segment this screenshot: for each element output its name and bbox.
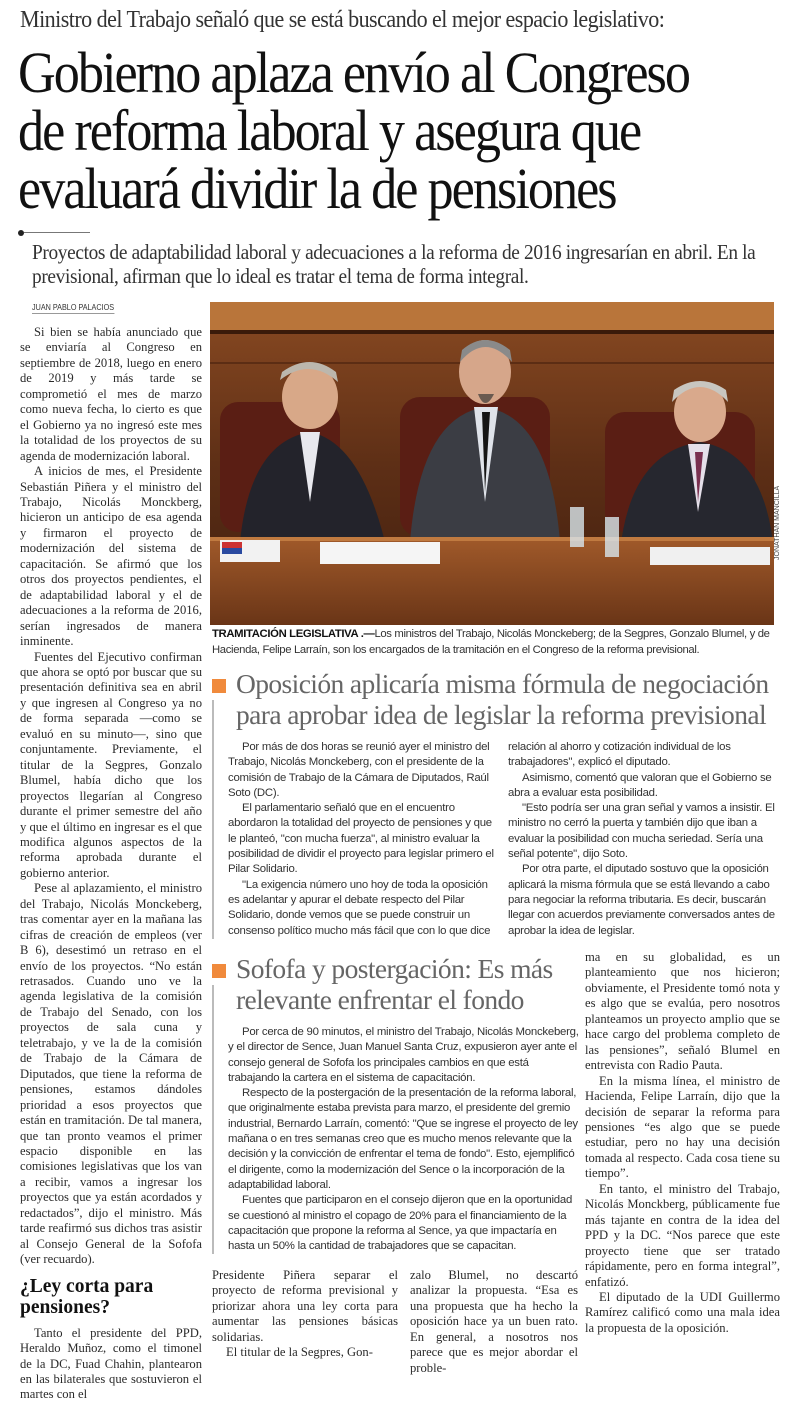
box1-title	[212, 668, 780, 730]
paragraph: "Esto podría ser una gran señal y vamos a insistir. El ministro no cerró la puerta y también dijo que iban a evaluar la posibilidad con mucha seriedad. Sería una señal potente", dijo Soto.	[508, 802, 775, 861]
kicker: Ministro del Trabajo señaló que se está buscando el mejor espacio legislativo:	[20, 6, 665, 33]
news-photo	[210, 302, 774, 625]
section-bar	[212, 985, 214, 1254]
rule-dot	[18, 230, 24, 236]
paragraph: zalo Blumel, no descartó analizar la propuesta. “Esa es una propuesta que ha hecho la oposición hace ya un buen rato. En general, a nosotros nos parece que es mejor abordar el proble-	[410, 1268, 578, 1375]
caption-text: Los ministros del Trabajo, Nicolás Monckeberg; de la Segpres, Gonzalo Blumel, y de Hacienda, Felipe Larraín, son los encargados de la tramitación en el Congreso de la reforma previsional.	[212, 628, 770, 656]
paragraph: Si bien se había anunciado que se enviaría al Congreso en septiembre de 2018, luego en enero de 2019 y más tarde se comprometió el mes de marzo como nueva fecha, lo cierto es que el Gobierno ya no ingresó este mes la totalidad de los proyectos de su agenda de modernización laboral.	[20, 325, 202, 463]
paragraph: El diputado de la UDI Guillermo Ramírez calificó como una mala idea la propuesta de la oposición.	[585, 1289, 780, 1335]
box2-body	[228, 1025, 580, 1254]
paragraph: Presidente Piñera separar el proyecto de reforma previsional y priorizar ahora una ley corta para aumentar las pensiones básicas solidarias.	[212, 1268, 398, 1344]
box1-title-line: para aprobar idea de legislar la reforma previsional	[236, 699, 766, 730]
headline	[18, 40, 790, 221]
main-body	[20, 325, 202, 1268]
section-bar	[212, 700, 214, 939]
box1-body	[228, 740, 778, 939]
paragraph: En la misma línea, el ministro de Hacienda, Felipe Larraín, dijo que la decisión de separar la reforma para pensiones “es algo que se puede estudiar, pero no hay una decisión tomada al respecto. Cada cosa tiene su tiempo”.	[585, 1073, 780, 1181]
caption-label: TRAMITACIÓN LEGISLATIVA .—	[212, 628, 375, 640]
box2-title-line: relevante enfrentar el fondo	[236, 984, 524, 1015]
box2-title	[212, 953, 582, 1015]
paragraph: El titular de la Segpres, Gon-	[226, 1345, 373, 1360]
subsection-col-c	[410, 1268, 578, 1376]
box1-title-line: Oposición aplicaría misma fórmula de negociación	[236, 668, 769, 699]
subsection-col-a	[20, 1326, 202, 1403]
subsection-title: ¿Ley corta para pensiones?	[20, 1275, 154, 1318]
paragraph: El parlamentario señaló que en el encuentro abordaron la totalidad del proyecto de pensiones y que le planteó, "con mucha fuerza", al ministro evaluar la posibilidad de dividir el proyecto para legislar primero el Pilar Solidario.	[228, 802, 494, 876]
paragraph: Por otra parte, el diputado sostuvo que la oposición aplicará la misma fórmula que se está llevando a cabo para negociar la reforma tributaria. Es decir, buscarán llegar con acuerdos previamente conversados antes de aprobar la idea de legislar.	[508, 863, 775, 937]
headline-line: de reforma laboral y asegura que	[18, 98, 641, 163]
paragraph: Asimismo, comentó que valoran que el Gobierno se abra a evaluar esta posibilidad.	[508, 771, 772, 799]
headline-line: Gobierno aplaza envío al Congreso	[18, 40, 690, 105]
photo-credit: JONATHAN MANCILLA	[774, 485, 781, 560]
paragraph: ma en su globalidad, es un planteamiento que nos hicieron; obviamente, el Presidente tomó nota y es algo que se evalúa, pero nosotros planteamos un proyecto amplio que se hace cargo del problema completo de las pensiones”, señaló Blumel en entrevista con Radio Pauta.	[585, 950, 780, 1073]
rule-line	[24, 232, 90, 233]
deck: Proyectos de adaptabilidad laboral y adecuaciones a la reforma de 2016 ingresarían en abril. En la previsional, afirman que lo ideal es tratar el tema de forma integral.	[32, 240, 756, 288]
box1	[212, 668, 780, 939]
accent-square	[212, 679, 226, 693]
headline-line: evaluará dividir la de pensiones	[18, 156, 616, 221]
paragraph: Pese al aplazamiento, el ministro del Trabajo, Nicolás Monckeberg, tras comentar ayer en la mañana las cifras de creación de empleos (ver B 6), desestimó un retraso en el envío de los proyectos. “No están retrasados. Cuando uno ve la agenda legislativa de la comisión de Trabajo del Senado, con los proyectos de sala cuna y teletrabajo, y ve la de la comisión de Trabajo de la Cámara de Diputados, que tiene la reforma de pensiones, estamos dándoles prioridad a esos proyectos que están en tramitación. De tal manera, que tan pronto veamos el primer espacio disponible en las comisiones legislativas que los van a recibir, vamos a ingresar los proyectos que ya están acordados y redactados”, dijo el ministro. Más tarde reafirmó sus dichos tras asistir al Consejo General de la Sofofa (ver recuardo).	[20, 881, 202, 1267]
paragraph: A inicios de mes, el Presidente Sebastián Piñera y el ministro del Trabajo, Nicolás Monckberg, hicieron un anticipo de esa agenda y firmaron el proyecto de modernización del sistema de capacitación. Se afirmó que los otros dos proyectos pendientes, el de adaptabilidad laboral y el de adecuaciones a la reforma de 2016, serían ingresados de manera inminente.	[20, 464, 202, 649]
byline: JUAN PABLO PALACIOS	[32, 302, 115, 312]
paragraph: Fuentes del Ejecutivo confirman que ahora se optó por buscar que su presentación definitiva sea en abril y que ingresen al Congreso ya no de forma separada —como se evaluó en su minuto—, sino que conjuntamente. Previamente, el titular de la Segpres, Gonzalo Blumel, había dicho que los proyectos llegarían al Congreso durante el primer semestre del año y que el último en ingresar es el que modifica algunos aspectos de la reforma aprobada durante el gobierno anterior.	[20, 649, 202, 880]
subsection-col-d	[585, 950, 780, 1336]
accent-square	[212, 964, 226, 978]
paragraph: Por más de dos horas se reunió ayer el ministro del Trabajo, Nicolás Monckeberg, con el presidente de la comisión de Trabajo de la Cámara de Diputados, Raúl Soto (DC).	[228, 741, 490, 799]
paragraph: Por cerca de 90 minutos, el ministro del Trabajo, Nicolás Monckeberg, y el director de Sence, Juan Manuel Santa Cruz, expusieron ayer ante el consejo general de Sofofa los principales cambios en que está trabajando la cartera en el sistema de capacitación.	[228, 1026, 579, 1084]
paragraph: Fuentes que participaron en el consejo dijeron que en la oportunidad se cuestionó al ministro el copago de 20% para el financiamiento de la capacitación que propone la reforma al Sence, ya que impactaría en hasta un 50% la cantidad de trabajadores que se capacitan.	[228, 1194, 573, 1253]
paragraph: En tanto, el ministro del Trabajo, Nicolás Monckberg, públicamente fue más tajante en contra de la idea del PPD y la DC. “Nos parece que este proyecto tiene que ser tratado rápidamente, pero en forma integral”, enfatizó.	[585, 1181, 780, 1289]
box2	[212, 953, 582, 1254]
paragraph: Tanto el presidente del PPD, Heraldo Muñoz, como el timonel de la DC, Fuad Chahin, plantearon en las bilaterales que sostuvieron el martes con el	[20, 1325, 202, 1402]
paragraph: "La exigencia número uno hoy de toda la oposición es adelantar y apurar el debate respecto del Pilar Solidario, donde vemos que se puede construir un consenso político mucho más fácil que con lo que dice relación al ahorro y cotización individual de los trabajadores", explicó el diputado.	[228, 741, 731, 937]
box2-title-line: Sofofa y postergación: Es más	[236, 953, 553, 984]
subsection-col-b	[212, 1268, 398, 1361]
left-column	[20, 325, 202, 1403]
photo-caption	[212, 627, 777, 658]
paragraph: Respecto de la postergación de la presentación de la reforma laboral, que originalmente estaba prevista para marzo, el presidente del gremio industrial, Bernardo Larraín, comentó: "Que se ingrese el proyecto de ley mañana o en tres semanas creo que es mucho menos relevante que la decisión y la convicción de enfrentar el tema de fondo". Esto, ejemplificó el dirigente, como la modernización del Sence o la incorporación de la adaptabilidad laboral.	[228, 1087, 578, 1191]
